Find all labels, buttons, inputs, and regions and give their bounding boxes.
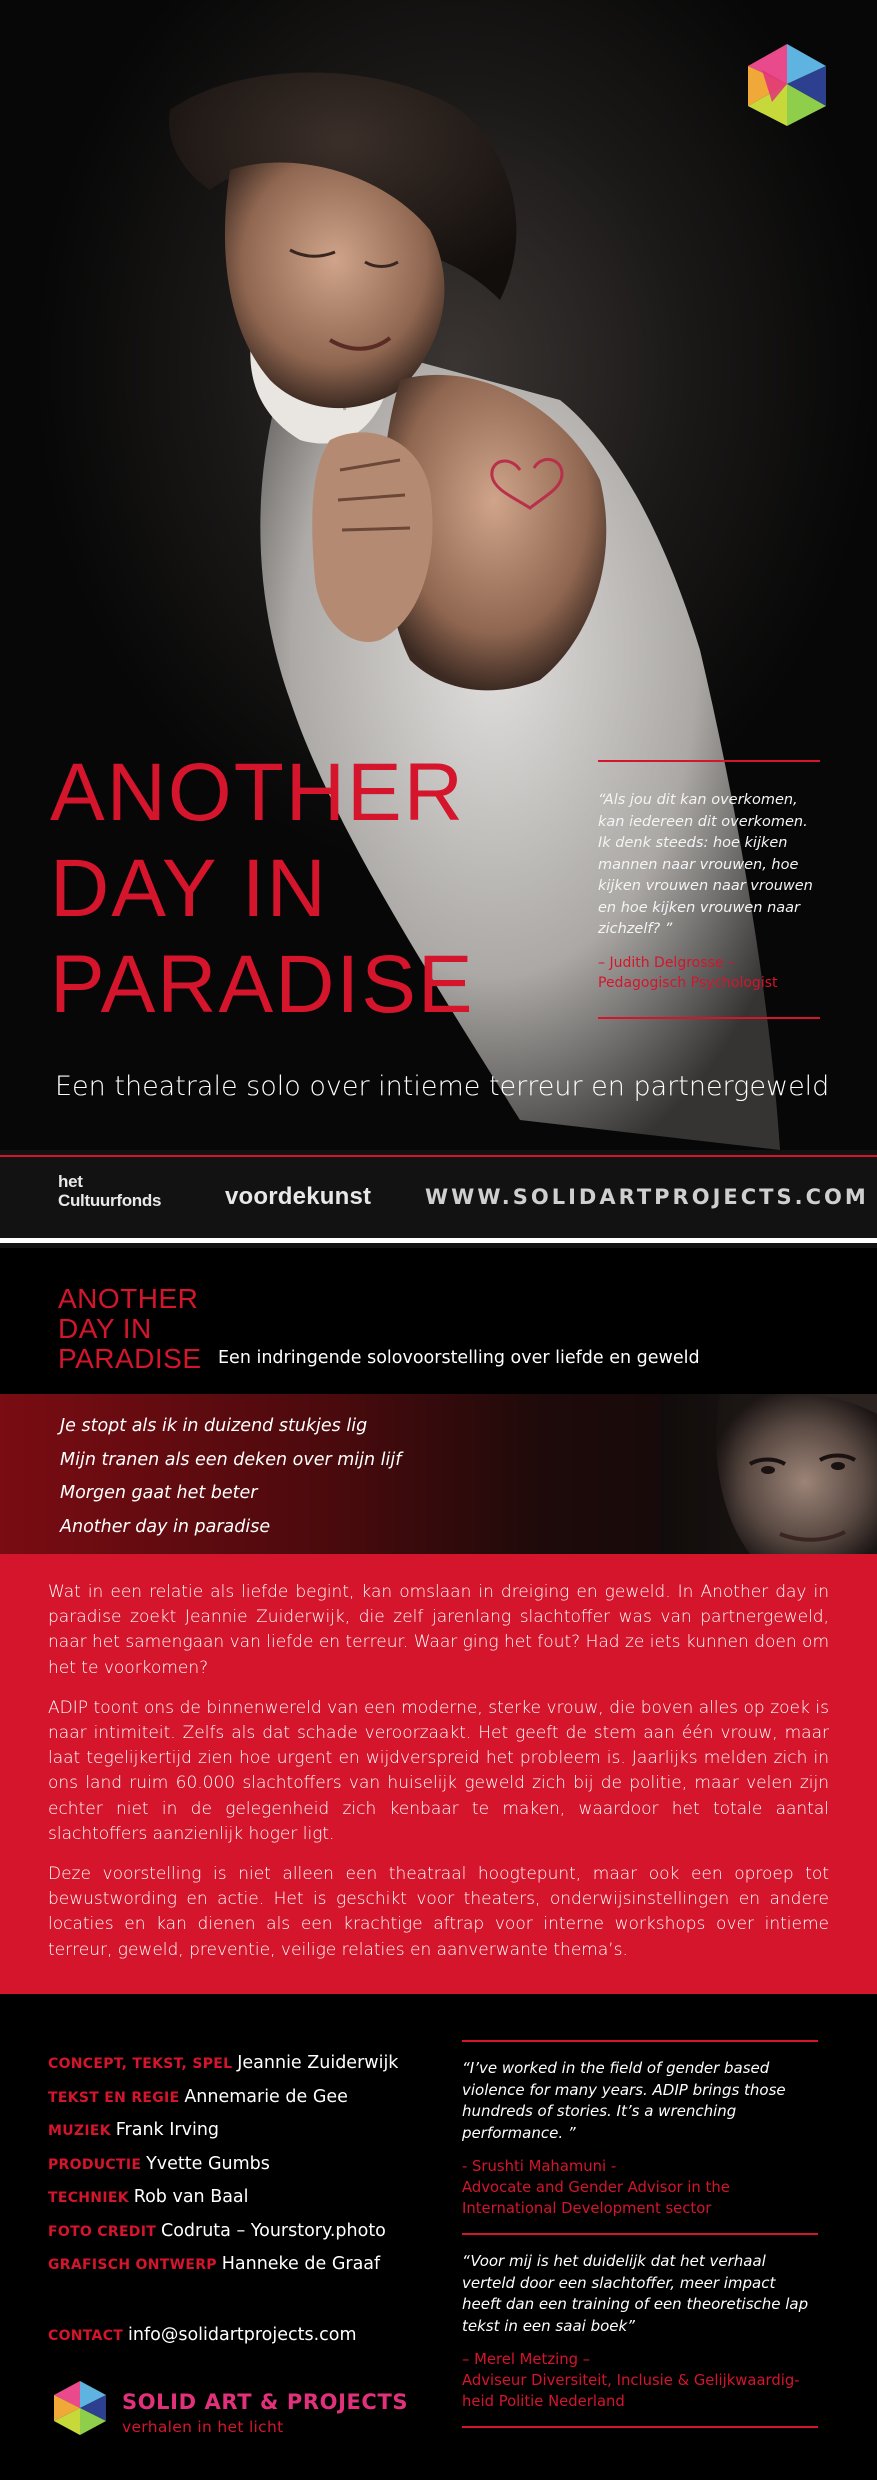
hero-quote [598,760,820,1019]
lyrics-band [0,1394,877,1554]
credit-row [48,2247,398,2281]
description [0,1554,877,1994]
website-link[interactable]: WWW.SOLIDARTPROJECTS.COM [425,1185,869,1209]
section-subtitle: Een indringende solovoorstelling over liefde en geweld [218,1348,700,1368]
paragraph: Deze voorstelling is niet alleen een theatraal hoogtepunt, maar ook een oproep tot bewustwording en actie. Het is geschikt voor theaters, onderwijsinstellingen en andere locaties en kan dienen als een krachtige aftrap voor interne workshops over intieme terreur, geweld, preventie, veilige relaties en aanverwante thema’s. [48,1864,829,1960]
hero-title-line: ANOTHER [50,747,465,838]
paragraph: Wat in een relatie als liefde begint, kan omslaan in dreiging en geweld. In Another day in paradise zoekt Jeannie Zuiderwijk, die zelf jarenlang slachtoffer was van partnergeweld, naar het samengaan van liefde en terreur. Waar ging het fout? Had ze iets kunnen doen om het te voorkomen? [48,1582,829,1678]
testimonial-text: “I’ve worked in the field of gender based violence for many years. ADIP brings those hundreds of stories. It’s a wrenching performance. ” [462,2059,786,2142]
divider [0,1155,877,1157]
section-title-line: PARADISE [58,1343,202,1374]
credits-section [0,1994,877,2480]
hero-title-line: PARADISE [50,939,475,1030]
testimonial-author-line: International Development sector [462,2200,712,2217]
testimonial-author-line: Adviseur Diversiteit, Inclusie & Gelijkwaardig- [462,2372,800,2389]
lyric-line: Je stopt als ik in duizend stukjes lig [60,1416,368,1436]
description-text [48,1580,829,1978]
testimonial [462,2042,818,2233]
testimonial-author [462,2156,818,2219]
lyric-line: Mijn tranen als een deken over mijn lijf [60,1449,402,1470]
credit-name: Frank Irving [115,2120,220,2140]
credit-name: Jeannie Zuiderwijk [237,2053,399,2073]
credit-row [48,2046,398,2080]
testimonial-author-line: Advocate and Gender Advisor in the [462,2179,730,2196]
quote-rule [462,2426,818,2428]
hero-section [0,0,877,1150]
credit-row [48,2080,398,2114]
credit-name: Yvette Gumbs [146,2153,270,2174]
cultuurfonds-line: Cultuurfonds [58,1191,162,1210]
gem-logo-icon [742,40,832,130]
quote-rule [598,760,820,762]
credit-name: Codruta – Yourstory.photo [160,2220,386,2241]
voordekunst-logo: voordekunst [225,1183,372,1210]
credit-role: GRAFISCH ONTWERP [48,2257,217,2273]
sponsor-bar [0,1150,877,1248]
portrait-photo [660,1394,877,1554]
section-title-line: DAY IN [58,1313,152,1344]
credit-name: Annemarie de Gee [184,2086,348,2107]
testimonial-author [462,2349,818,2412]
brand-name: SOLID ART & PROJECTS [122,2390,409,2414]
hero-title-line: DAY IN [50,843,328,934]
cultuurfonds-line: het [58,1172,83,1191]
credit-row [48,2214,398,2248]
section-title-line: ANOTHER [58,1283,199,1314]
contact-line [48,2324,357,2345]
hero-quote-role: Pedagogisch Psychologist [598,974,778,991]
credit-row [48,2147,398,2181]
credit-role: MUZIEK [48,2123,111,2139]
credit-role: CONCEPT, TEKST, SPEL [48,2056,233,2072]
lyrics-list [60,1410,401,1544]
credit-list [48,2046,398,2281]
cultuurfonds-logo [58,1172,161,1210]
paragraph: ADIP toont ons de binnenwereld van een moderne, sterke vrouw, die boven alles op zoek is naar intimiteit. Zelfs als dat schade veroorzaakt. Het geeft de stem aan één vrouw, maar laat tegelijkertijd zien hoe urgent en wijdverspreid het probleem is. Jaarlijks melden zich in ons land ruim 60.000 slachtoffers van huiselijk geweld zich bij de politie, maar velen zijn echter niet in de gelegenheid zich kenbaar te maken, waardoor het totale aantal slachtoffers aanzienlijk hoger ligt. [48,1697,829,1844]
credit-role: TEKST EN REGIE [48,2089,180,2106]
contact-label: CONTACT [48,2328,124,2344]
contact-email[interactable]: info@solidartprojects.com [128,2325,357,2345]
quote-rule [598,1017,820,1019]
credit-role: FOTO CREDIT [48,2223,157,2240]
divider [0,1238,877,1243]
lyric-line: Another day in paradise [60,1516,271,1537]
testimonial-author-line: - Srushti Mahamuni - [462,2158,617,2175]
credit-name: Hanneke de Graaf [221,2254,381,2274]
intro-header [0,1248,877,1394]
credit-role: TECHNIEK [48,2190,129,2206]
testimonials [462,2040,818,2428]
credit-role: PRODUCTIE [48,2156,142,2173]
lyric-line: Morgen gaat het beter [60,1483,258,1503]
testimonial-author-line: – Merel Metzing – [462,2351,591,2368]
credit-row [48,2113,398,2147]
gem-logo-icon [50,2378,110,2438]
testimonial-text: “Voor mij is het duidelijk dat het verhaal verteld door een slachtoffer, meer impact heeft dan een training of een theoretische lap tekst in een saai boek” [462,2252,809,2335]
hero-subtitle: Een theatrale solo over intieme terreur en partnergeweld [55,1071,830,1102]
testimonial [462,2235,818,2426]
hero-quote-text: “Als jou dit kan overkomen, kan iedereen dit overkomen. Ik denk steeds: hoe kijken mannen naar vrouwen, hoe kijken vrouwen naar vrouwen en hoe kijken vrouwen naar zichzelf? ” [598,792,813,937]
credit-name: Rob van Baal [133,2187,249,2207]
testimonial-author-line: heid Politie Nederland [462,2393,625,2410]
section-title [58,1284,202,1374]
hero-quote-author: – Judith Delgrosse – [598,954,735,971]
hero-title [50,745,610,1033]
credit-row [48,2180,398,2214]
brand-tagline: verhalen in het licht [122,2418,284,2436]
